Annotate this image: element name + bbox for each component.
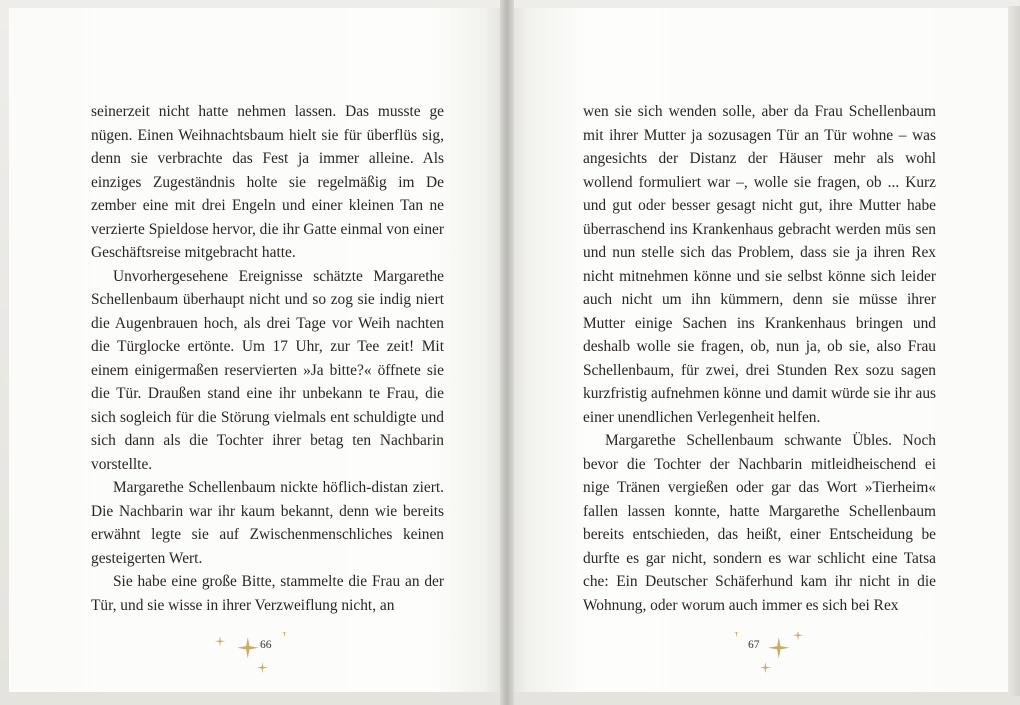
text-line: der Tür, und sie wisse in ihrer Verzweiflung nicht, an bbox=[91, 573, 444, 614]
page-footer bbox=[214, 632, 294, 682]
text-line: Frau Schellenbaum, für zwei, drei Stunden Rex sozu bbox=[583, 338, 936, 379]
text-line: einer Geschäftsreise mitgebracht hatte. bbox=[91, 220, 444, 261]
text-line: zember eine mit drei Engeln und einer kleinen Tan bbox=[91, 197, 424, 214]
text-line: nige Tränen vergießen oder gar das Wort »Tierheim« bbox=[583, 479, 936, 496]
text-line: seinerzeit nicht hatte nehmen lassen. Das musste ge bbox=[91, 103, 444, 120]
text-line: Schellenbaum überhaupt nicht und so zog sie indig bbox=[91, 291, 412, 308]
text-line: überraschend ins Krankenhaus gebracht werden müs bbox=[583, 220, 911, 238]
text-line: sagen kurzfristig aufnehmen könne und damit würde bbox=[583, 361, 936, 402]
paragraph bbox=[91, 265, 444, 477]
text-line: leider auch nicht um ihn kümmern, denn sie müsse bbox=[583, 267, 936, 308]
book-spine bbox=[500, 0, 514, 705]
text-line: durfte es gar nicht, sondern es war schlicht eine Tatsa bbox=[583, 549, 936, 567]
text-line: bevor die Tochter der Nachbarin mitleidheischend ei bbox=[583, 455, 936, 473]
text-line: schuldigte und sich dann als die Tochter ihrer betag bbox=[91, 408, 444, 449]
text-line: sie ihr aus einer unendlichen Verlegenheit helfen. bbox=[583, 385, 936, 426]
left-page-text bbox=[91, 100, 444, 617]
paragraph bbox=[91, 570, 444, 617]
text-line: keinen gesteigerten Wert. bbox=[91, 526, 444, 567]
text-line: Margarethe Schellenbaum schwante Übles. Noch bbox=[605, 432, 936, 449]
page-number: 67 bbox=[748, 639, 760, 651]
text-line: Margarethe Schellenbaum nickte höflich-distan bbox=[113, 479, 409, 496]
left-page bbox=[9, 8, 504, 692]
text-line: te Frau, die sich sogleich für die Störung vielmals ent bbox=[91, 385, 444, 426]
page-footer bbox=[732, 632, 812, 682]
text-line: Unvorhergesehene Ereignisse schätzte Margarethe bbox=[113, 267, 444, 285]
text-line: nügen. Einen Weihnachtsbaum hielt sie für überflüs bbox=[91, 126, 418, 144]
star-cluster-icon bbox=[732, 632, 812, 682]
text-line: fallen lassen konnte, hatte Margarethe Schellenbaum bbox=[583, 502, 936, 520]
text-line: sig, denn sie verbrachte das Fest ja immer alleine. Als bbox=[91, 126, 444, 167]
page-number: 66 bbox=[260, 639, 272, 651]
text-line: ten Nachbarin vorstellte. bbox=[91, 432, 444, 473]
paragraph bbox=[583, 100, 936, 429]
right-page bbox=[510, 8, 1008, 692]
text-line: was angesichts der Distanz der Häuser mehr als wohl bbox=[583, 126, 936, 167]
paragraph bbox=[91, 476, 444, 570]
text-line: Wohnung, oder worum auch immer es sich bei Rex bbox=[583, 596, 899, 614]
text-line: und gut oder besser gesagt nicht gut, ihre Mutter habe bbox=[583, 197, 936, 214]
text-line: niert die Augenbrauen hoch, als drei Tage vor Weih bbox=[91, 291, 444, 332]
text-line: ne verzierte Spieldose hervor, die ihr Gatte einmal von bbox=[91, 197, 444, 238]
text-line: öffnete sie die Tür. Draußen stand eine ihr unbekann bbox=[91, 361, 444, 402]
text-line: bereits erwähnt legte sie auf Zwischenmenschliches bbox=[91, 502, 444, 543]
page-edges bbox=[1008, 6, 1020, 696]
text-line: ziert. Die Nachbarin war ihr kaum bekannt, denn wie bbox=[91, 479, 444, 520]
text-line: ihrer Mutter einige Sachen ins Krankenhaus bringen bbox=[583, 291, 936, 332]
text-line: mit ihrer Mutter ja sozusagen Tür an Tür wohne – bbox=[583, 126, 913, 144]
text-line: sen und nun stelle sich das Problem, dass sie ja ihren bbox=[583, 220, 936, 261]
star-cluster-icon bbox=[214, 632, 294, 682]
text-line: Rex nicht mitnehmen könne und sie selbst könne sich bbox=[583, 244, 936, 285]
text-line: nachten die Türglocke ertönte. Um 17 Uhr, zur Tee bbox=[91, 314, 444, 355]
text-line: und deshalb wolle sie fragen, ob, nun ja, ob sie, also bbox=[583, 314, 936, 355]
text-line: einziges Zugeständnis holte sie regelmäßig im De bbox=[91, 173, 444, 191]
text-line: wollend formuliert war –, wolle sie fragen, ob ... Kurz bbox=[583, 173, 936, 191]
text-line: Sie habe eine große Bitte, stammelte die Frau an bbox=[113, 573, 425, 590]
text-line: wen sie sich wenden solle, aber da Frau Schellenbaum bbox=[583, 103, 936, 120]
paragraph bbox=[91, 100, 444, 265]
text-line: che: Ein Deutscher Schäferhund kam ihr nicht in die bbox=[583, 573, 936, 590]
right-page-text bbox=[583, 100, 936, 617]
text-line: bereits entschieden, das heißt, einer Entscheidung be bbox=[583, 526, 936, 543]
paragraph bbox=[583, 429, 936, 617]
text-line: zeit! Mit einem einigermaßen reservierten »Ja bitte?« bbox=[91, 338, 444, 379]
